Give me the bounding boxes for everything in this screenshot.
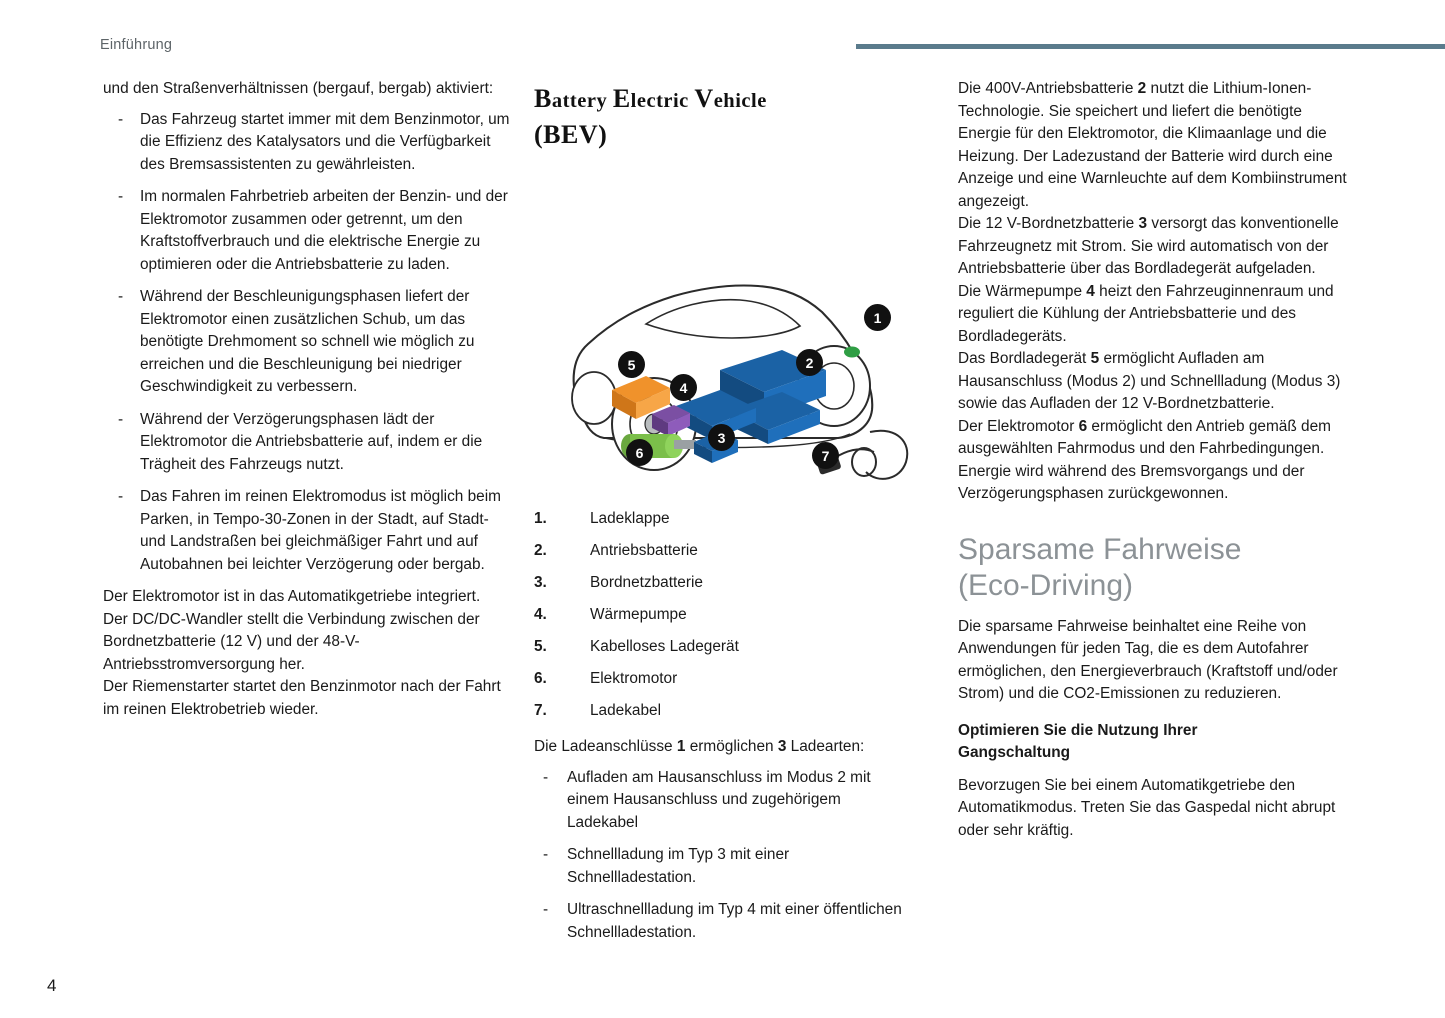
paragraph-drive-battery	[958, 78, 1352, 213]
paragraph-onboard-charger	[958, 348, 1352, 416]
legend-item	[534, 542, 916, 560]
legend-label: Ladeklappe	[590, 510, 670, 527]
p1-ref: 2	[1137, 80, 1147, 97]
bev-vehicle-diagram	[534, 174, 916, 504]
eco-subheading-line1: Optimieren Sie die Nutzung Ihrer	[958, 721, 1198, 739]
legend-number: 1.	[534, 510, 547, 527]
legend-label: Antriebsbatterie	[590, 542, 698, 559]
paragraph-electric-motor	[958, 416, 1352, 506]
p1-text-b: nutzt die Lithium-Ionen-Technologie. Sie speichert und liefert die benötigte Energie für den Elektromotor, die Klimaanlage und die Heizung. Der Ladezustand der Batterie wird durch eine Anzeige und eine Warnleuchte auf dem Kombiinstrument angezeigt.	[958, 80, 1347, 210]
section-heading-bev	[534, 82, 916, 152]
paragraph-belt-starter: Der Riemenstarter startet den Benzinmotor nach der Fahrt im reinen Elektrobetrieb wieder.	[103, 678, 501, 718]
column-left	[103, 78, 511, 721]
hybrid-bullet-list	[103, 109, 511, 577]
paragraph-eco-gearbox: Bevorzugen Sie bei einem Automatikgetriebe den Automatikmodus. Treten Sie das Gaspedal nicht abrupt oder sehr kräftig.	[958, 776, 1336, 839]
eco-heading-line1: Sparsame Fahrweise	[958, 532, 1242, 566]
legend-label: Bordnetzbatterie	[590, 574, 703, 591]
callout-4: 4	[670, 374, 697, 401]
legend-item	[534, 510, 916, 528]
p4-text-a: Das Bordladegerät	[958, 350, 1091, 367]
legend-number: 6.	[534, 670, 547, 687]
eco-heading-line2: (Eco-Driving)	[958, 568, 1134, 602]
list-item: - Das Fahren im reinen Elektromodus ist möglich beim Parken, in Tempo-30-Zonen in der Stadt, auf Stadt- und Landstraßen bei gleichmäßiger Fahrt und auf Autobahnen bei leichter Verzögerung oder bergab.	[103, 486, 511, 576]
heading-v: V	[694, 84, 714, 113]
charging-modes-list	[534, 767, 916, 945]
charging-ref-1: 1	[676, 738, 686, 755]
eco-subheading	[958, 720, 1352, 765]
paragraph-dcdc-converter: Der DC/DC-Wandler stellt die Verbindung zwischen der Bordnetzbatterie (12 V) und der 48-V-Antriebsstromversorgung her.	[103, 610, 480, 673]
column-right	[958, 78, 1352, 842]
p1-text-a: Die 400V-Antriebsbatterie	[958, 80, 1138, 97]
charging-intro-c: Ladearten:	[786, 738, 865, 755]
diagram-legend	[534, 510, 916, 720]
p3-text-a: Die Wärmepumpe	[958, 282, 1087, 300]
heading-e: E	[612, 84, 631, 113]
header-rule	[856, 44, 1445, 49]
legend-number: 7.	[534, 702, 547, 719]
legend-label: Ladekabel	[590, 702, 662, 719]
callout-6: 6	[626, 439, 653, 466]
paragraph-eco-intro: Die sparsame Fahrweise beinhaltet eine Reihe von Anwendungen für jeden Tag, die es dem Autofahrer ermöglichen, den Energieverbrauch (Kraftstoff und/oder Strom) und die CO2-Emissionen zu reduzieren.	[958, 617, 1338, 702]
callout-1: 1	[864, 304, 891, 331]
heading-attery: attery	[551, 90, 613, 112]
p2-text-b: versorgt das konventionelle Fahrzeugnetz mit Strom. Sie wird automatisch von der Antriebsbatterie über das Bordladegerät aufgeladen.	[958, 215, 1339, 277]
callout-7: 7	[812, 442, 839, 469]
p5-text-b: ermöglicht den Antrieb gemäß dem ausgewählten Fahrmodus und den Fahrbedingungen. Energie wird während des Bremsvorgangs und der Verzögerungsphasen zurückgewonnen.	[958, 417, 1331, 502]
legend-number: 4.	[534, 606, 547, 623]
legend-number: 3.	[534, 574, 547, 591]
list-item: - Das Fahrzeug startet immer mit dem Benzinmotor, um die Effizienz des Katalysators und die Verfügbarkeit des Bremsassistenten zu gewährleisten.	[103, 109, 511, 177]
charging-intro	[534, 736, 916, 759]
intro-paragraph: und den Straßenverhältnissen (bergauf, bergab) aktiviert:	[103, 80, 494, 97]
p4-text-b: ermöglicht Aufladen am Hausanschluss (Modus 2) und Schnellladung (Modus 3) sowie das Aufladen der 12 V-Bordnetzbatterie.	[958, 350, 1341, 412]
p3-ref: 4	[1086, 282, 1095, 300]
paragraph-heat-pump	[958, 281, 1352, 349]
callout-5: 5	[618, 351, 645, 378]
legend-item	[534, 702, 916, 720]
callout-2: 2	[796, 349, 823, 376]
page-header	[100, 36, 1445, 58]
list-item: - Ultraschnellladung im Typ 4 mit einer öffentlichen Schnellladestation.	[534, 899, 916, 944]
heading-ehicle: ehicle	[713, 90, 767, 112]
page-number: 4	[47, 976, 57, 995]
p2-ref: 3	[1138, 215, 1148, 232]
paragraph-onboard-battery	[958, 213, 1352, 281]
chapter-label: Einführung	[100, 37, 173, 53]
list-item: - Schnellladung im Typ 3 mit einer Schnellladestation.	[534, 844, 916, 889]
p3-text-b: heizt den Fahrzeuginnenraum und reguliert die Kühlung der Antriebsbatterie und des Bordladegeräts.	[958, 282, 1334, 345]
heading-lectric: lectric	[630, 90, 695, 112]
legend-item	[534, 606, 916, 624]
paragraph-electric-motor: Der Elektromotor ist in das Automatikgetriebe integriert.	[103, 588, 481, 605]
section-heading-eco-driving	[958, 532, 1352, 604]
p2-text-a: Die 12 V-Bordnetzbatterie	[958, 215, 1139, 232]
bev-diagram-svg	[534, 174, 916, 504]
list-item: - Aufladen am Hausanschluss im Modus 2 mit einem Hausanschluss und zugehörigem Ladekabel	[534, 767, 916, 835]
charging-intro-b: ermöglichen	[685, 738, 778, 755]
list-item: - Im normalen Fahrbetrieb arbeiten der Benzin- und der Elektromotor zusammen oder getrennt, um den Kraftstoffverbrauch und die elektrische Energie zu optimieren oder die Antriebsbatterie zu laden.	[103, 186, 511, 276]
p5-ref: 6	[1078, 417, 1088, 435]
legend-label: Wärmepumpe	[590, 606, 687, 623]
charging-ref-3: 3	[777, 738, 787, 755]
charging-intro-a: Die Ladeanschlüsse	[534, 738, 677, 755]
list-item: - Während der Verzögerungsphasen lädt der Elektromotor die Antriebsbatterie auf, indem er die Trägheit des Fahrzeugs nutzt.	[103, 409, 511, 477]
heading-bev-abbrev: (BEV)	[534, 120, 608, 149]
column-middle	[534, 78, 916, 954]
charging-flap-marker	[844, 347, 860, 358]
p4-ref: 5	[1090, 350, 1100, 367]
p5-text-a: Der Elektromotor	[958, 417, 1079, 435]
legend-item	[534, 574, 916, 592]
legend-number: 2.	[534, 542, 547, 559]
legend-label: Elektromotor	[590, 670, 678, 687]
callout-3: 3	[708, 424, 735, 451]
heading-b: B	[534, 84, 552, 113]
legend-number: 5.	[534, 638, 547, 655]
legend-item	[534, 638, 916, 656]
legend-item	[534, 670, 916, 688]
eco-subheading-line2: Gangschaltung	[958, 744, 1071, 761]
legend-label: Kabelloses Ladegerät	[590, 638, 739, 655]
list-item: - Während der Beschleunigungsphasen liefert der Elektromotor einen zusätzlichen Schub, um das benötigte Drehmoment so schnell wie möglich zu erreichen und die Beschleunigung bei niedriger Geschwindigkeit zu verbessern.	[103, 286, 511, 399]
